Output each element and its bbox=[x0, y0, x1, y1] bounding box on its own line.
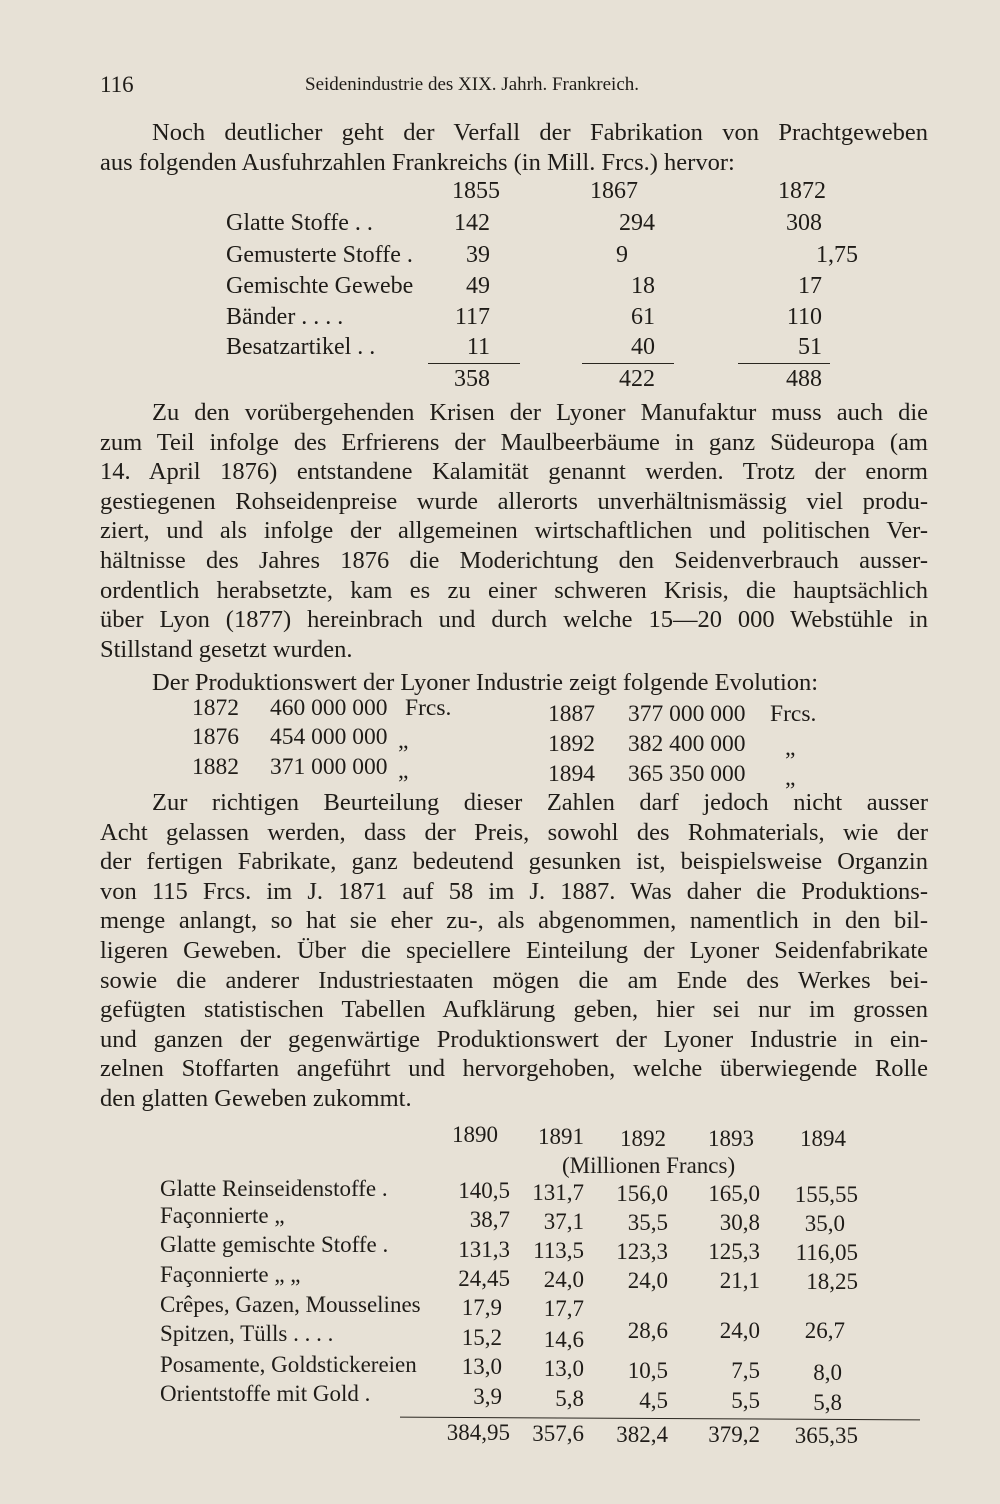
prod-value: 377 000 000 bbox=[628, 701, 746, 727]
table-cell: 35,5 bbox=[627, 1210, 668, 1235]
text-line: Zur richtigen Beurteilung dieser Zahlen darf jedoch nicht ausser bbox=[152, 789, 928, 816]
total-cell: 357,6 bbox=[532, 1421, 584, 1446]
prod-unit: „ bbox=[398, 758, 409, 784]
text-line: zum Teil infolge des Erfrierens der Maulbeerbäume in ganz Südeuropa (am bbox=[100, 428, 928, 456]
merged-cell: 26,7 bbox=[804, 1318, 845, 1343]
row-label: Bänder . . . . bbox=[226, 304, 344, 330]
page-header bbox=[100, 72, 920, 102]
table-cell: 125,3 bbox=[708, 1239, 760, 1264]
table-cell: 8,0 bbox=[813, 1360, 842, 1385]
sum-rule bbox=[582, 363, 674, 364]
text-line: hältnisse des Jahres 1876 die Moderichtung den Seidenverbrauch ausser- bbox=[100, 546, 928, 574]
table-cell: 40 bbox=[631, 334, 655, 360]
prod-year: 1887 bbox=[548, 701, 595, 727]
table-cell: 5,8 bbox=[813, 1390, 842, 1415]
row-label: Glatte Reinseidenstoffe . bbox=[160, 1176, 388, 1201]
table-cell: 140,5 bbox=[458, 1178, 510, 1203]
running-title: Seidenindustrie des XIX. Jahrh. Frankreich. bbox=[305, 74, 640, 95]
table-cell: 18,25 bbox=[806, 1269, 858, 1294]
row-label: Orientstoffe mit Gold . bbox=[160, 1381, 371, 1406]
text-line: Acht gelassen werden, dass der Preis, sowohl des Rohmaterials, wie der bbox=[100, 818, 928, 846]
table-cell: 5,5 bbox=[731, 1388, 760, 1413]
text-line: zelnen Stoffarten angeführt und hervorgehoben, welche überwiegende Rolle bbox=[100, 1055, 928, 1083]
page-number: 116 bbox=[100, 72, 134, 97]
merged-cell: 24,0 bbox=[719, 1318, 760, 1343]
table-cell: 9 bbox=[616, 242, 628, 268]
prod-value: 454 000 000 bbox=[270, 724, 388, 750]
prod-unit: „ bbox=[785, 735, 796, 761]
intro-paragraph bbox=[100, 118, 928, 177]
table-cell: 294 bbox=[619, 210, 655, 236]
row-label: Posamente, Goldstickereien bbox=[160, 1352, 417, 1377]
year-header: 1893 bbox=[708, 1126, 754, 1151]
unit-note: (Millionen Francs) bbox=[562, 1153, 736, 1178]
table-cell: 131,7 bbox=[532, 1180, 584, 1205]
row-label: Façonnierte „ „ bbox=[160, 1262, 301, 1287]
total-cell: 379,2 bbox=[708, 1422, 760, 1447]
table-cell: 17 bbox=[798, 273, 822, 299]
table-cell: 51 bbox=[798, 334, 822, 360]
prod-unit: „ bbox=[398, 728, 409, 754]
year-header: 1872 bbox=[778, 178, 826, 204]
text-line: über Lyon (1877) hereinbrach und durch welche 15—20 000 Webstühle in bbox=[100, 606, 928, 634]
row-label: Gemusterte Stoffe . bbox=[226, 242, 413, 268]
prod-year: 1894 bbox=[548, 761, 595, 787]
table-cell: 37,1 bbox=[543, 1209, 584, 1234]
table-cell: 17,9 bbox=[461, 1295, 502, 1320]
table-cell: 123,3 bbox=[616, 1239, 668, 1264]
table-cell: 24,45 bbox=[458, 1266, 510, 1291]
table-cell: 5,8 bbox=[555, 1386, 584, 1411]
text-line: und ganzen der gegenwärtige Produktionswert der Lyoner Industrie in ein- bbox=[100, 1025, 928, 1053]
table-cell: 61 bbox=[631, 304, 655, 330]
sum-rule bbox=[738, 363, 830, 364]
table-cell: 155,55 bbox=[794, 1182, 858, 1207]
table-cell: 30,8 bbox=[719, 1210, 760, 1235]
table-cell: 35,0 bbox=[804, 1211, 845, 1236]
table-cell: 13,0 bbox=[543, 1356, 584, 1381]
text-line: Der Produktionswert der Lyoner Industrie zeigt folgende Evolution: bbox=[152, 669, 819, 696]
table-cell: 13,0 bbox=[461, 1354, 502, 1379]
table-cell: 113,5 bbox=[533, 1238, 584, 1263]
text-line: den glatten Geweben zukommt. bbox=[100, 1084, 412, 1112]
year-header: 1891 bbox=[538, 1124, 584, 1149]
table-cell: 18 bbox=[631, 273, 655, 299]
year-header: 1855 bbox=[452, 178, 500, 204]
table-cell: 117 bbox=[454, 304, 490, 330]
table-cell: 308 bbox=[786, 210, 822, 236]
crisis-paragraph bbox=[100, 398, 928, 664]
text-line: gestiegenen Rohseidenpreise wurde allerorts unverhältnismässig viel produ- bbox=[100, 487, 928, 515]
row-label: Façonnierte „ bbox=[160, 1203, 285, 1228]
text-line: Zu den vorübergehenden Krisen der Lyoner Manufaktur muss auch die bbox=[152, 399, 928, 426]
total-cell: 365,35 bbox=[794, 1423, 858, 1448]
row-label: Glatte gemischte Stoffe . bbox=[160, 1232, 389, 1257]
total-cell: 382,4 bbox=[616, 1422, 668, 1447]
evaluation-paragraph bbox=[100, 788, 928, 1114]
table-cell: 3,9 bbox=[473, 1384, 502, 1409]
prod-unit: „ bbox=[785, 765, 796, 791]
text-line: ligeren Geweben. Über die speciellere Einteilung der Lyoner Seidenfabrikate bbox=[100, 936, 928, 964]
prod-unit: Frcs. bbox=[770, 701, 817, 727]
table-cell: 24,0 bbox=[627, 1268, 668, 1293]
table-cell: 49 bbox=[466, 273, 490, 299]
prod-year: 1876 bbox=[192, 724, 239, 750]
prod-value: 460 000 000 bbox=[270, 695, 388, 721]
table-cell: 10,5 bbox=[627, 1358, 668, 1383]
prod-value: 371 000 000 bbox=[270, 754, 388, 780]
table-cell: 24,0 bbox=[543, 1267, 584, 1292]
text-line: Noch deutlicher geht der Verfall der Fabrikation von Prachtgeweben bbox=[152, 119, 928, 146]
table-cell: 38,7 bbox=[469, 1207, 510, 1232]
text-line: gefügten statistischen Tabellen Aufklärung geben, hier sei nur im grossen bbox=[100, 996, 928, 1024]
table-cell: 7,5 bbox=[731, 1358, 760, 1383]
table-cell: 1,75 bbox=[816, 242, 858, 268]
table-cell: 116,05 bbox=[795, 1240, 858, 1265]
year-header: 1867 bbox=[590, 178, 638, 204]
table-cell: 156,0 bbox=[616, 1181, 668, 1206]
prod-value: 382 400 000 bbox=[628, 731, 746, 757]
table-cell: 39 bbox=[466, 242, 490, 268]
row-label: Spitzen, Tülls . . . . bbox=[160, 1321, 334, 1346]
text-line: von 115 Frcs. im J. 1871 auf 58 im J. 1887. Was daher die Produktions- bbox=[100, 877, 928, 905]
sum-rule bbox=[428, 363, 520, 364]
row-label: Glatte Stoffe . . bbox=[226, 210, 373, 236]
row-label: Gemischte Gewebe bbox=[226, 273, 414, 299]
table-cell: 21,1 bbox=[719, 1268, 760, 1293]
table-cell: 165,0 bbox=[708, 1181, 760, 1206]
table-cell: 142 bbox=[454, 210, 490, 236]
text-line: 14. April 1876) entstandene Kalamität genannt werden. Trotz der enorm bbox=[100, 458, 928, 486]
prod-year: 1882 bbox=[192, 754, 239, 780]
table-cell: 110 bbox=[786, 304, 822, 330]
prod-year: 1872 bbox=[192, 695, 239, 721]
table-cell: 17,7 bbox=[543, 1296, 584, 1321]
text-line: menge anlangt, so hat sie eher zu-, als abgenommen, namentlich in den bil- bbox=[100, 907, 928, 935]
table-cell: 15,2 bbox=[461, 1325, 502, 1350]
prod-year: 1892 bbox=[548, 731, 595, 757]
total-cell: 488 bbox=[786, 366, 822, 392]
prod-unit: Frcs. bbox=[405, 695, 452, 721]
total-cell: 422 bbox=[619, 366, 655, 392]
text-line: ziert, und als infolge der allgemeinen wirtschaftlichen und politischen Ver- bbox=[100, 517, 928, 545]
text-line: der fertigen Fabrikate, ganz bedeutend gesunken ist, beispielsweise Organzin bbox=[100, 848, 928, 876]
production-intro bbox=[100, 668, 928, 698]
table-cell: 4,5 bbox=[639, 1388, 668, 1413]
total-cell: 358 bbox=[454, 366, 490, 392]
table-cell: 14,6 bbox=[543, 1327, 584, 1352]
text-line: aus folgenden Ausfuhrzahlen Frankreichs (in Mill. Frcs.) hervor: bbox=[100, 148, 735, 176]
merged-cell: 28,6 bbox=[627, 1318, 668, 1343]
row-label: Crêpes, Gazen, Mousselines bbox=[160, 1292, 421, 1317]
year-header: 1890 bbox=[452, 1122, 498, 1147]
year-header: 1892 bbox=[620, 1126, 666, 1151]
year-header: 1894 bbox=[800, 1126, 846, 1151]
total-cell: 384,95 bbox=[446, 1420, 510, 1445]
text-line: sowie die anderer Industriestaaten mögen die am Ende des Werkes bei- bbox=[100, 966, 928, 994]
text-line: Stillstand gesetzt wurden. bbox=[100, 635, 353, 663]
prod-value: 365 350 000 bbox=[628, 761, 746, 787]
row-label: Besatzartikel . . bbox=[226, 334, 376, 360]
text-line: ordentlich herabsetzte, kam es zu einer schweren Krisis, die hauptsächlich bbox=[100, 576, 928, 604]
table-cell: 131,3 bbox=[458, 1237, 510, 1262]
table-cell: 11 bbox=[466, 334, 490, 360]
